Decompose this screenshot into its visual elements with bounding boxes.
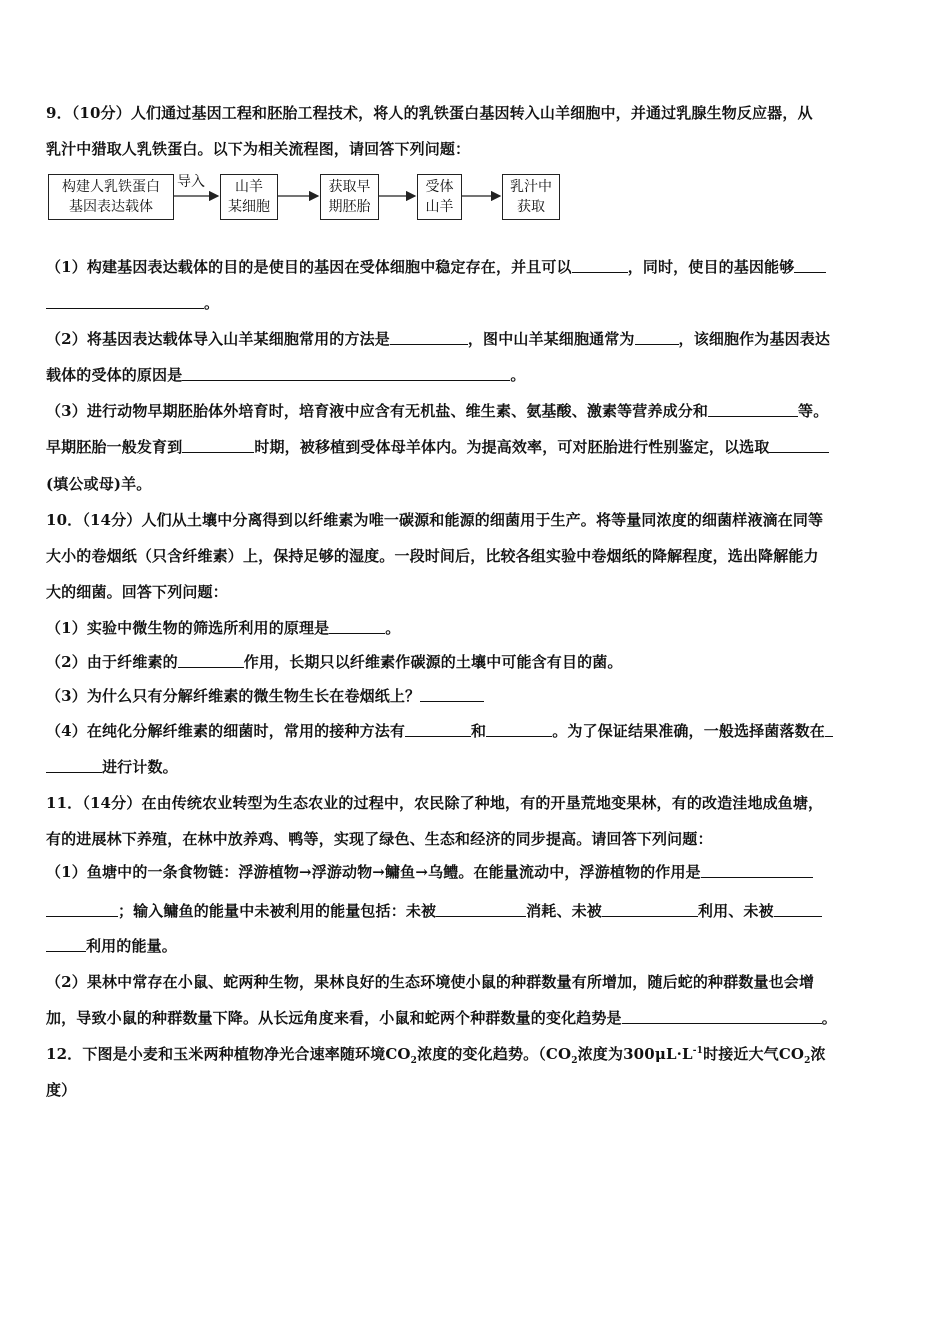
subscript: 2 bbox=[571, 1056, 578, 1066]
q10-part1 bbox=[46, 617, 906, 639]
text: 作用，长期只以纤维素作碳源的土壤中可能含有目的菌。 bbox=[243, 653, 623, 671]
answer-blank[interactable] bbox=[701, 862, 813, 878]
q11-part2: （2）果林中常存在小鼠、蛇两种生物，果林良好的生态环境使小鼠的种群数量有所增加，随后蛇的种群数量也会增 bbox=[46, 973, 815, 991]
flow-box-text: 某细胞 bbox=[228, 199, 270, 215]
text: 浓度的变化趋势。（CO bbox=[417, 1045, 572, 1063]
subscript: 2 bbox=[410, 1056, 418, 1066]
flow-box-text: 受体 bbox=[425, 179, 454, 195]
text: 进行计数。 bbox=[102, 758, 178, 776]
answer-blank[interactable] bbox=[420, 686, 484, 702]
answer-blank[interactable] bbox=[572, 257, 628, 273]
q11-part1 bbox=[46, 861, 906, 883]
flow-box-milk-extract bbox=[502, 174, 560, 220]
answer-blank[interactable] bbox=[329, 618, 385, 634]
answer-blank[interactable] bbox=[46, 901, 118, 917]
flow-arrow-label-import: 导入 bbox=[177, 174, 205, 190]
text: 时接近大气CO bbox=[703, 1045, 805, 1063]
text: ，图中山羊某细胞通常为 bbox=[467, 330, 635, 348]
answer-blank[interactable] bbox=[405, 721, 471, 737]
answer-blank[interactable] bbox=[602, 901, 698, 917]
q11-header: 11．（14分）在由传统农业转型为生态农业的过程中，农民除了种地，有的开垦荒地变果林，有的改造洼地成鱼塘， bbox=[46, 794, 824, 812]
text: （3）进行动物早期胚胎体外培育时，培育液中应含有无机盐、维生素、氨基酸、激素等营养成分和 bbox=[46, 402, 709, 420]
answer-blank[interactable] bbox=[794, 257, 826, 273]
text: 利用、未被 bbox=[697, 902, 774, 920]
text: 早期胚胎一般发育到 bbox=[46, 438, 183, 456]
text: 等。 bbox=[798, 402, 829, 420]
flow-box-text: 获取早 bbox=[328, 179, 371, 195]
q12-header bbox=[46, 1043, 906, 1065]
answer-blank[interactable] bbox=[46, 293, 204, 309]
q9-part3-cont2: (填公或母)羊。 bbox=[46, 475, 152, 493]
answer-blank[interactable] bbox=[436, 901, 526, 917]
q10-header: 10．（14分）人们从土壤中分离得到以纤维素为唯一碳源和能源的细菌用于生产。将等量同浓度的细菌样液滴在同等 bbox=[46, 511, 824, 529]
q9-part3 bbox=[46, 400, 906, 422]
text: （2）将基因表达载体导入山羊某细胞常用的方法是 bbox=[46, 330, 390, 348]
text: 载体的受体的原因是 bbox=[46, 366, 183, 384]
flow-box-text: 乳汁中 bbox=[510, 179, 552, 195]
text: 。 bbox=[510, 366, 526, 384]
text: ，同时，使目的基因能够 bbox=[627, 258, 795, 276]
answer-blank[interactable] bbox=[769, 437, 829, 453]
text: 。为了保证结果准确，一般选择菌落数在 bbox=[552, 722, 825, 740]
answer-blank[interactable] bbox=[390, 329, 468, 345]
text: 。 bbox=[385, 619, 401, 637]
text: ；输入鳙鱼的能量中未被利用的能量包括：未被 bbox=[118, 902, 437, 920]
text: 和 bbox=[471, 722, 487, 740]
text: 加，导致小鼠的种群数量下降。从长远角度来看，小鼠和蛇两个种群数量的变化趋势是 bbox=[46, 1009, 622, 1027]
q9-part2-cont bbox=[46, 364, 906, 386]
flow-box-text: 山羊 bbox=[425, 199, 454, 215]
answer-blank[interactable] bbox=[622, 1008, 822, 1024]
q9-flowchart bbox=[48, 172, 568, 222]
answer-blank[interactable] bbox=[774, 901, 822, 917]
flow-box-text: 构建人乳铁蛋白 bbox=[62, 179, 160, 195]
superscript: -1 bbox=[692, 1046, 704, 1056]
text: ，该细胞作为基因表达 bbox=[678, 330, 831, 348]
answer-blank[interactable] bbox=[46, 757, 102, 773]
answer-blank[interactable] bbox=[635, 329, 679, 345]
flow-box-text: 获取 bbox=[517, 199, 545, 215]
text: 浓 bbox=[810, 1045, 826, 1063]
q12-header-line2: 度） bbox=[46, 1081, 77, 1099]
text: （2）由于纤维素的 bbox=[46, 653, 178, 671]
flow-box-recipient-goat bbox=[417, 174, 462, 220]
q11-part1-cont bbox=[46, 900, 906, 922]
answer-blank[interactable] bbox=[708, 401, 798, 417]
q11-header-line2: 有的进展林下养殖，在林中放养鸡、鸭等，实现了绿色、生态和经济的同步提高。请回答下列问题： bbox=[46, 830, 713, 848]
flow-box-goat-cell bbox=[220, 174, 278, 220]
answer-blank[interactable] bbox=[486, 721, 552, 737]
text: 利用的能量。 bbox=[86, 937, 177, 955]
text: 浓度为300μL·L bbox=[577, 1045, 693, 1063]
q9-part1 bbox=[46, 256, 906, 278]
text: （1）鱼塘中的一条食物链：浮游植物→浮游动物→鳙鱼→乌鳢。在能量流动中，浮游植物的作用是 bbox=[46, 863, 701, 881]
flow-box-build-vector bbox=[48, 174, 174, 220]
q10-part4 bbox=[46, 720, 906, 742]
flow-box-text: 山羊 bbox=[235, 179, 263, 195]
q9-part2 bbox=[46, 328, 906, 350]
text: 。 bbox=[821, 1009, 837, 1027]
q11-part2-cont bbox=[46, 1007, 906, 1029]
subscript: 2 bbox=[804, 1056, 811, 1066]
text: （4）在纯化分解纤维素的细菌时，常用的接种方法有 bbox=[46, 722, 406, 740]
flow-box-text: 基因表达载体 bbox=[69, 199, 153, 215]
q10-part2 bbox=[46, 651, 906, 673]
q9-header: 9．（10分）人们通过基因工程和胚胎工程技术，将人的乳铁蛋白基因转入山羊细胞中，并通过乳腺生物反应器，从 bbox=[46, 104, 813, 122]
text: 时期，被移植到受体母羊体内。为提高效率，可对胚胎进行性别鉴定，以选取 bbox=[254, 438, 770, 456]
q9-header-line2: 乳汁中猎取人乳铁蛋白。以下为相关流程图，请回答下列问题： bbox=[46, 140, 471, 158]
q9-part1-cont bbox=[46, 292, 906, 314]
flow-box-text: 期胚胎 bbox=[328, 199, 371, 215]
text: （3）为什么只有分解纤维素的微生物生长在卷烟纸上？ bbox=[46, 687, 421, 705]
q11-part1-cont2 bbox=[46, 935, 906, 957]
q10-header-line3: 大的细菌。回答下列问题： bbox=[46, 583, 228, 601]
flow-box-early-embryo bbox=[320, 174, 379, 220]
q10-header-line2: 大小的卷烟纸（只含纤维素）上，保持足够的湿度。一段时间后，比较各组实验中卷烟纸的降解程度，选出降解能力 bbox=[46, 547, 819, 565]
q10-part3 bbox=[46, 685, 906, 707]
text: 消耗、未被 bbox=[526, 902, 602, 920]
answer-blank[interactable] bbox=[182, 437, 254, 453]
text: （1）实验中微生物的筛选所利用的原理是 bbox=[46, 619, 330, 637]
q10-part4-cont bbox=[46, 756, 906, 778]
answer-blank[interactable] bbox=[46, 936, 86, 952]
answer-blank[interactable] bbox=[182, 365, 510, 381]
text: 12．下图是小麦和玉米两种植物净光合速率随环境CO bbox=[46, 1045, 411, 1063]
answer-blank[interactable] bbox=[178, 652, 244, 668]
text: （1）构建基因表达载体的目的是使目的基因在受体细胞中稳定存在，并且可以 bbox=[46, 258, 572, 276]
answer-blank[interactable] bbox=[825, 721, 833, 737]
q9-part3-cont bbox=[46, 436, 906, 458]
text: 。 bbox=[204, 294, 220, 312]
